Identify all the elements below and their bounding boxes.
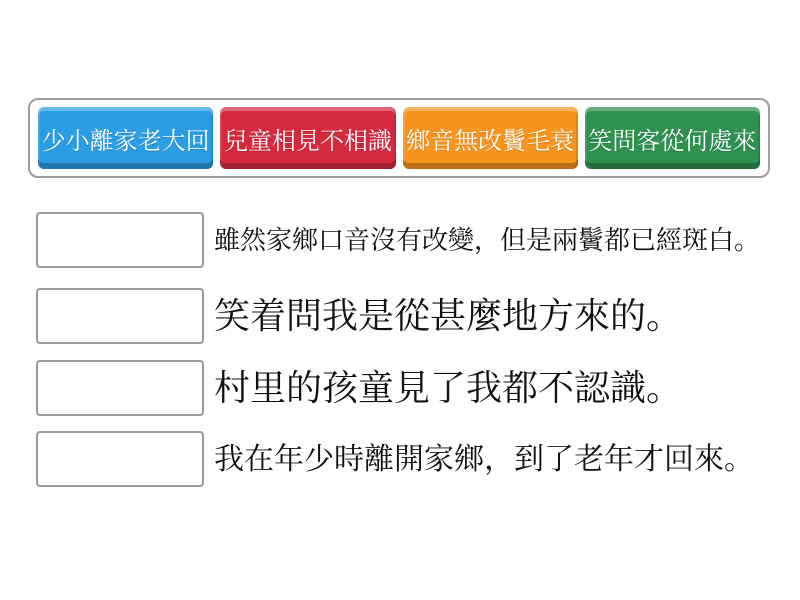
answer-tile-3[interactable]: 鄉音無改鬢毛衰 bbox=[403, 107, 578, 169]
clue-text-2: 笑着問我是從甚麼地方來的。 bbox=[214, 295, 683, 337]
match-row-2 bbox=[36, 288, 796, 344]
match-row-4 bbox=[36, 431, 796, 487]
answer-tile-1[interactable]: 少小離家老大回 bbox=[38, 107, 213, 169]
answer-tile-2[interactable]: 兒童相見不相識 bbox=[220, 107, 395, 169]
answer-drop-slot-3[interactable] bbox=[36, 360, 204, 416]
answer-drop-slot-4[interactable] bbox=[36, 431, 204, 487]
match-rows bbox=[36, 212, 796, 502]
clue-text-1: 雖然家鄉口音沒有改變，但是兩鬢都已經斑白。 bbox=[214, 224, 761, 255]
answer-drop-slot-1[interactable] bbox=[36, 212, 204, 268]
clue-text-3: 村里的孩童見了我都不認識。 bbox=[214, 367, 683, 409]
answer-drop-slot-2[interactable] bbox=[36, 288, 204, 344]
clue-text-4: 我在年少時離開家鄉，到了老年才回來。 bbox=[214, 442, 754, 476]
answer-tile-4[interactable]: 笑問客從何處來 bbox=[585, 107, 760, 169]
answer-tile-tray bbox=[28, 98, 770, 178]
match-row-1 bbox=[36, 212, 796, 268]
match-row-3 bbox=[36, 360, 796, 416]
